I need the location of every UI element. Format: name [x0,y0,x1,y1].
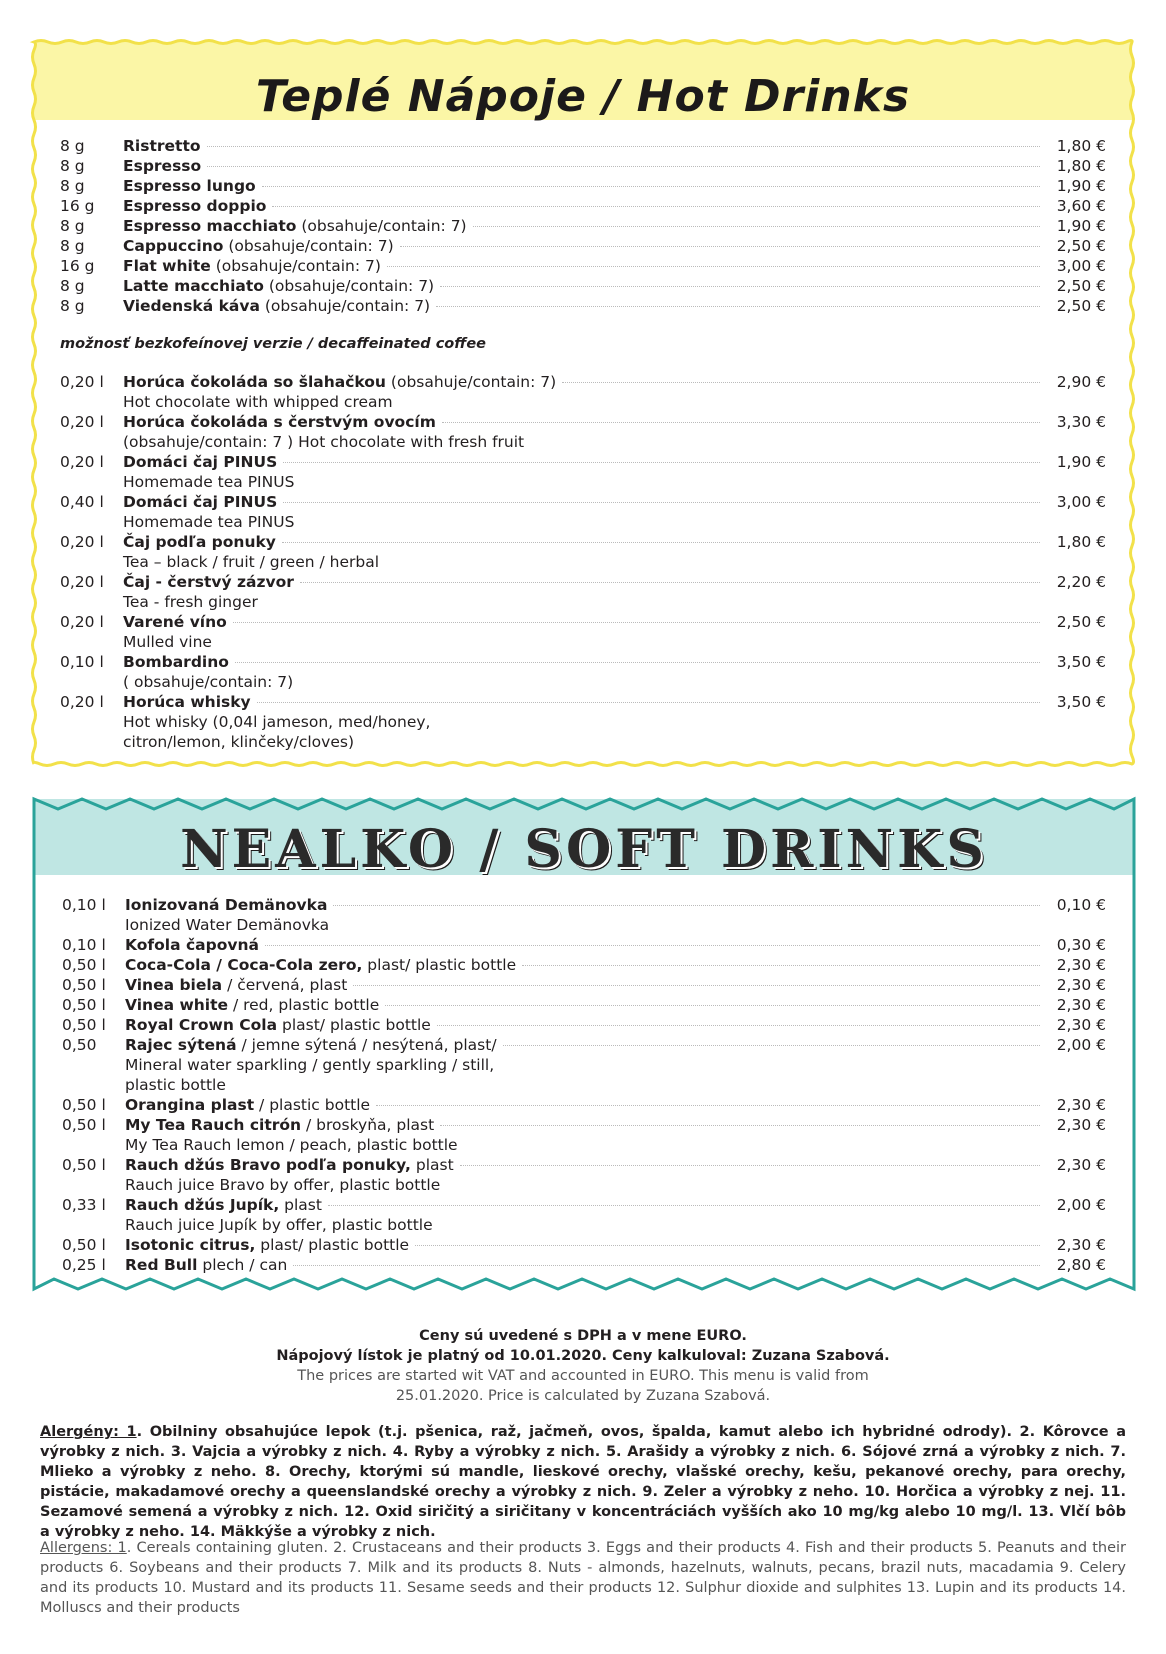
item-quantity: 0,10 l [62,896,106,914]
item-note: / red, plastic bottle [228,996,380,1014]
menu-item-row [60,692,1106,712]
item-price: 2,80 € [1056,1256,1106,1274]
dot-leader [283,502,1040,503]
item-name [125,1115,434,1135]
dot-leader [282,542,1040,543]
item-quantity: 8 g [60,237,85,255]
dot-leader [440,1125,1040,1126]
dot-leader [562,382,1040,383]
menu-item [60,196,1106,216]
menu-item [60,276,1106,296]
allergens-en [40,1538,1126,1618]
item-title: Coca-Cola / Coca-Cola zero, [125,956,363,974]
dot-leader [262,186,1040,187]
item-name [123,612,227,632]
item-name [123,532,276,552]
menu-item-row [60,612,1106,632]
item-price: 2,50 € [1056,277,1106,295]
item-name [123,236,394,256]
item-quantity: 0,50 l [62,1236,106,1254]
item-title: Horúca čokoláda s čerstvým ovocím [123,413,436,431]
menu-item [60,452,1106,492]
item-price: 2,50 € [1056,613,1106,631]
menu-item-row [60,256,1106,276]
item-title: Horúca čokoláda so šlahačkou [123,373,386,391]
item-price: 1,80 € [1056,157,1106,175]
item-title: Rauch džús Bravo podľa ponuky, [125,1156,411,1174]
item-description: citron/lemon, klinčeky/cloves) [123,733,355,751]
item-price: 1,80 € [1056,533,1106,551]
item-description: My Tea Rauch lemon / peach, plastic bottle [125,1136,458,1154]
item-price: 1,90 € [1056,177,1106,195]
item-price: 2,30 € [1056,956,1106,974]
item-note: (obsahuje/contain: 7) [223,237,394,255]
item-title: Isotonic citrus, [125,1236,256,1254]
item-description: Mulled vine [123,633,212,651]
menu-item [60,532,1106,572]
item-name [125,935,259,955]
item-description: Tea – black / fruit / green / herbal [123,553,380,571]
item-note: (obsahuje/contain: 7) [259,297,431,315]
dot-leader [207,146,1040,147]
item-name [123,452,277,472]
menu-item-row [60,176,1106,196]
soft-drinks-title-band-text [30,803,1138,895]
menu-item-row [60,452,1106,472]
dot-leader [415,1245,1040,1246]
item-description: Mineral water sparkling / gently sparkling / still, [125,1056,495,1074]
item-note: plech / can [197,1256,288,1274]
menu-item-row [62,1115,1106,1135]
item-name [123,692,251,712]
item-name [125,955,516,975]
prices-note [40,1326,1126,1406]
dot-leader [522,965,1040,966]
menu-item-row [62,955,1106,975]
menu-item [60,372,1106,412]
item-title: Orangina plast [125,1096,255,1114]
menu-item [60,412,1106,452]
item-title: Ristretto [123,137,201,155]
menu-item [62,1115,1106,1155]
dot-leader [376,1105,1040,1106]
item-quantity: 0,50 l [62,1096,106,1114]
item-quantity: 0,10 l [62,936,106,954]
menu-item-row [60,532,1106,552]
item-name [125,1195,322,1215]
allergens-en-label: Allergens: 1 [40,1540,127,1556]
dot-leader [257,702,1040,703]
item-title: Espresso macchiato [123,217,297,235]
dot-leader [293,1265,1040,1266]
soft-drinks-section [30,795,1138,1293]
allergens-en-text: . Cereals containing gluten. 2. Crustaceans and their products 3. Eggs and their products 4. Fish and their products 5. Peanuts and their products 6. Soybeans and their products 7. Milk and its products 8. Nuts - almonds, hazelnuts, walnuts, pecans, brazil nuts, macadamia 9. Celery and its products 10. Mustard and its products 11. Sesame seeds and their products 12. Sulphur dioxide and sulphites 13. Lupin and its products 14. Molluscs and their products [40,1540,1126,1616]
menu-item [60,692,1106,752]
item-quantity: 8 g [60,177,85,195]
item-price: 2,30 € [1056,1016,1106,1034]
item-name [125,975,347,995]
item-quantity: 0,50 [62,1036,97,1054]
dot-leader [385,1005,1040,1006]
item-name [123,176,256,196]
item-title: Viedenská káva [123,297,260,315]
item-name [125,1035,497,1055]
item-title: Vinea biela [125,976,223,994]
item-quantity: 0,40 l [60,493,104,511]
item-price: 2,50 € [1056,297,1106,315]
dot-leader [400,246,1040,247]
item-quantity: 0,20 l [60,573,104,591]
item-price: 0,10 € [1056,896,1106,914]
item-quantity: 8 g [60,157,85,175]
menu-item [60,156,1106,176]
item-quantity: 8 g [60,137,85,155]
item-name [123,652,229,672]
item-description: Hot whisky (0,04l jameson, med/honey, [123,713,431,731]
hot-drinks-list [60,136,1106,752]
decaf-note: možnosť bezkofeínovej verzie / decaffeinated coffee [60,336,486,352]
item-note: plast [279,1196,322,1214]
soft-drinks-list [62,895,1106,1275]
item-title: Espresso lungo [123,177,256,195]
item-description: Rauch juice Bravo by offer, plastic bottle [125,1176,441,1194]
menu-item [60,492,1106,532]
allergens-sk [40,1422,1126,1542]
menu-item-row [62,1015,1106,1035]
item-note: (obsahuje/contain: 7) [263,277,435,295]
item-title: Ionizovaná Demänovka [125,896,328,914]
dot-leader [333,905,1040,906]
item-note: plast [410,1156,454,1174]
item-title: Flat white [123,257,211,275]
item-title: Varené víno [123,613,227,631]
menu-item-row [62,1255,1106,1275]
item-note: / jemne sýtená / nesýtená, plast/ [236,1036,497,1054]
item-title: Čaj podľa ponuky [123,533,276,551]
item-quantity: 0,20 l [60,453,104,471]
item-quantity: 8 g [60,297,85,315]
allergens-sk-label: Alergény: 1 [40,1424,137,1440]
menu-item-row [60,372,1106,392]
item-title: Čaj - čerstvý zázvor [123,573,294,591]
item-name [123,216,467,236]
menu-item [62,995,1106,1015]
menu-item-row [62,975,1106,995]
item-description: ( obsahuje/contain: 7) [123,673,294,691]
item-price: 2,00 € [1056,1036,1106,1054]
item-title: Rauch džús Jupík, [125,1196,280,1214]
menu-item [62,935,1106,955]
menu-item-row [60,572,1106,592]
menu-item-row [62,1095,1106,1115]
item-price: 0,30 € [1056,936,1106,954]
item-price: 1,80 € [1056,137,1106,155]
item-title: Espresso [123,157,202,175]
item-price: 3,00 € [1056,257,1106,275]
item-description: Ionized Water Demänovka [125,916,330,934]
dot-leader [328,1205,1040,1206]
item-price: 3,60 € [1056,197,1106,215]
hot-drinks-section [28,36,1138,770]
dot-leader [283,462,1040,463]
menu-item-row [60,196,1106,216]
menu-item-row [60,156,1106,176]
item-price: 2,30 € [1056,996,1106,1014]
item-description: Tea - fresh ginger [123,593,258,611]
menu-item [62,895,1106,935]
item-note: (obsahuje/contain: 7) [296,217,467,235]
item-price: 2,00 € [1056,1196,1106,1214]
coffee-list [60,136,1106,316]
prices-note-en-1: The prices are started wit VAT and accounted in EURO. This menu is valid from [297,1368,869,1384]
item-name [125,895,327,915]
item-name [125,1235,409,1255]
menu-item-row [62,895,1106,915]
item-price: 1,90 € [1056,217,1106,235]
item-name [125,1255,287,1275]
menu-item-row [62,1195,1106,1215]
menu-item-row [60,136,1106,156]
item-name [123,572,294,592]
item-price: 1,90 € [1056,453,1106,471]
item-quantity: 0,20 l [60,413,104,431]
item-quantity: 0,10 l [60,653,104,671]
spacer [60,316,1106,334]
dot-leader [473,226,1040,227]
dot-leader [233,622,1040,623]
item-price: 3,50 € [1056,653,1106,671]
menu-item [62,1095,1106,1115]
item-note: (obsahuje/contain: 7) [210,257,381,275]
item-note: / broskyňa, plast [301,1116,435,1134]
item-price: 3,30 € [1056,413,1106,431]
menu-item [62,955,1106,975]
menu-item [62,1235,1106,1255]
item-quantity: 0,50 l [62,956,106,974]
menu-item-row [60,276,1106,296]
item-quantity: 0,20 l [60,693,104,711]
hot-drinks-title-band-text [28,44,1138,148]
menu-item [60,572,1106,612]
item-quantity: 8 g [60,277,85,295]
item-name [123,276,434,296]
item-price: 2,30 € [1056,1116,1106,1134]
item-price: 3,50 € [1056,693,1106,711]
item-quantity: 0,20 l [60,373,104,391]
item-note: plast/ plastic bottle [362,956,517,974]
item-name [125,1155,454,1175]
item-price: 2,30 € [1056,1236,1106,1254]
item-note: / plastic bottle [254,1096,371,1114]
soft-list [62,895,1106,1275]
item-name [123,372,556,392]
item-description: Rauch juice Jupík by offer, plastic bottle [125,1216,433,1234]
dot-leader [503,1045,1040,1046]
menu-item [62,1195,1106,1235]
item-title: Domáci čaj PINUS [123,453,278,471]
item-note: / červená, plast [222,976,348,994]
item-price: 2,20 € [1056,573,1106,591]
item-title: Bombardino [123,653,229,671]
item-name [125,995,379,1015]
item-name [123,256,381,276]
menu-item [62,1255,1106,1275]
menu-item [62,1155,1106,1195]
menu-item [60,256,1106,276]
item-name [125,1015,431,1035]
item-title: Kofola čapovná [125,936,259,954]
item-quantity: 0,50 l [62,1156,106,1174]
dot-leader [207,166,1040,167]
dot-leader [272,206,1040,207]
item-quantity: 0,33 l [62,1196,106,1214]
dot-leader [460,1165,1040,1166]
menu-item-row [62,1035,1106,1055]
item-price: 2,90 € [1056,373,1106,391]
dot-leader [300,582,1040,583]
item-description: Homemade tea PINUS [123,473,295,491]
item-description: Homemade tea PINUS [123,513,295,531]
item-name [123,412,436,432]
item-quantity: 0,50 l [62,976,106,994]
menu-item-row [62,935,1106,955]
menu-item [60,612,1106,652]
item-quantity: 16 g [60,197,95,215]
hot-drinks-title: Teplé Nápoje / Hot Drinks [255,70,911,122]
item-price: 3,00 € [1056,493,1106,511]
dot-leader [437,1025,1040,1026]
prices-note-sk-1: Ceny sú uvedené s DPH a v mene EURO. [419,1328,747,1344]
hot-other-list [60,372,1106,752]
item-title: Rajec sýtená [125,1036,237,1054]
menu-item-row [62,1155,1106,1175]
item-title: Cappuccino [123,237,224,255]
item-title: Espresso doppio [123,197,267,215]
item-quantity: 0,25 l [62,1256,106,1274]
item-description: Hot chocolate with whipped cream [123,393,393,411]
dot-leader [440,286,1040,287]
dot-leader [442,422,1040,423]
item-name [123,156,201,176]
menu-item-row [60,412,1106,432]
menu-item [62,975,1106,995]
menu-item-row [60,296,1106,316]
soft-drinks-title: NEALKO / SOFT DRINKS [180,818,988,880]
menu-item [60,652,1106,692]
item-title: Horúca whisky [123,693,251,711]
menu-item-row [60,236,1106,256]
dot-leader [353,985,1040,986]
menu-item-row [60,652,1106,672]
item-name [123,492,277,512]
menu-item-row [60,492,1106,512]
item-description: plastic bottle [125,1076,226,1094]
item-title: My Tea Rauch citrón [125,1116,302,1134]
item-title: Royal Crown Cola [125,1016,278,1034]
menu-item-row [62,1235,1106,1255]
item-title: Domáci čaj PINUS [123,493,278,511]
menu-item [60,176,1106,196]
item-price: 2,30 € [1056,1096,1106,1114]
menu-item [60,236,1106,256]
item-price: 2,50 € [1056,237,1106,255]
menu-item-row [60,216,1106,236]
item-quantity: 16 g [60,257,95,275]
item-note: (obsahuje/contain: 7) [385,373,557,391]
item-title: Vinea white [125,996,229,1014]
item-quantity: 0,20 l [60,533,104,551]
item-price: 2,30 € [1056,1156,1106,1174]
dot-leader [436,306,1040,307]
menu-item [60,296,1106,316]
menu-item [60,136,1106,156]
menu-item [62,1015,1106,1035]
item-quantity: 8 g [60,217,85,235]
dot-leader [387,266,1040,267]
spacer [60,354,1106,372]
item-name [123,136,201,156]
prices-note-sk-2: Nápojový lístok je platný od 10.01.2020. Ceny kalkuloval: Zuzana Szabová. [276,1348,890,1364]
item-note: plast/ plastic bottle [255,1236,410,1254]
item-quantity: 0,50 l [62,996,106,1014]
item-quantity: 0,50 l [62,1016,106,1034]
item-note: plast/ plastic bottle [277,1016,431,1034]
item-title: Latte macchiato [123,277,264,295]
item-description: (obsahuje/contain: 7 ) Hot chocolate with fresh fruit [123,433,525,451]
allergens-sk-text: . Obilniny obsahujúce lepok (t.j. pšenica, raž, jačmeň, ovos, špalda, kamut alebo ich hybridné odrody). 2. Kôrovce a výrobky z nich. 3. Vajcia a výrobky z nich. 4. Ryby a výrobky z nich. 5. Arašidy a výrobky z nich. 6. Sójové zrná a výrobky z nich. 7. Mlieko a výrobky z neho. 8. Orechy, ktorými sú mandle, lieskové orechy, vlašské orechy, kešu, pekanové orechy, para orechy, pistácie, makadamové orechy a queenslandské orechy a výrobky z nich. 9. Zeler a výrobky z neho. 10. Horčica a výrobky z nej. 11. Sezamové semená a výrobky z nich. 12. Oxid siričitý a siričitany v koncentráciách vyšších ako 10 mg/kg alebo 10 mg/l. 13. Vlčí bôb a výrobky z neho. 14. Mäkkýše a výrobky z nich. [40,1424,1126,1540]
item-name [123,296,430,316]
item-name [123,196,266,216]
item-quantity: 0,50 l [62,1116,106,1134]
item-price: 2,30 € [1056,976,1106,994]
menu-item-row [62,995,1106,1015]
item-name [125,1095,370,1115]
prices-note-en-2: 25.01.2020. Price is calculated by Zuzana Szabová. [395,1388,771,1404]
dot-leader [265,945,1040,946]
item-quantity: 0,20 l [60,613,104,631]
menu-item [60,216,1106,236]
item-title: Red Bull [125,1256,198,1274]
menu-item [62,1035,1106,1095]
dot-leader [235,662,1040,663]
